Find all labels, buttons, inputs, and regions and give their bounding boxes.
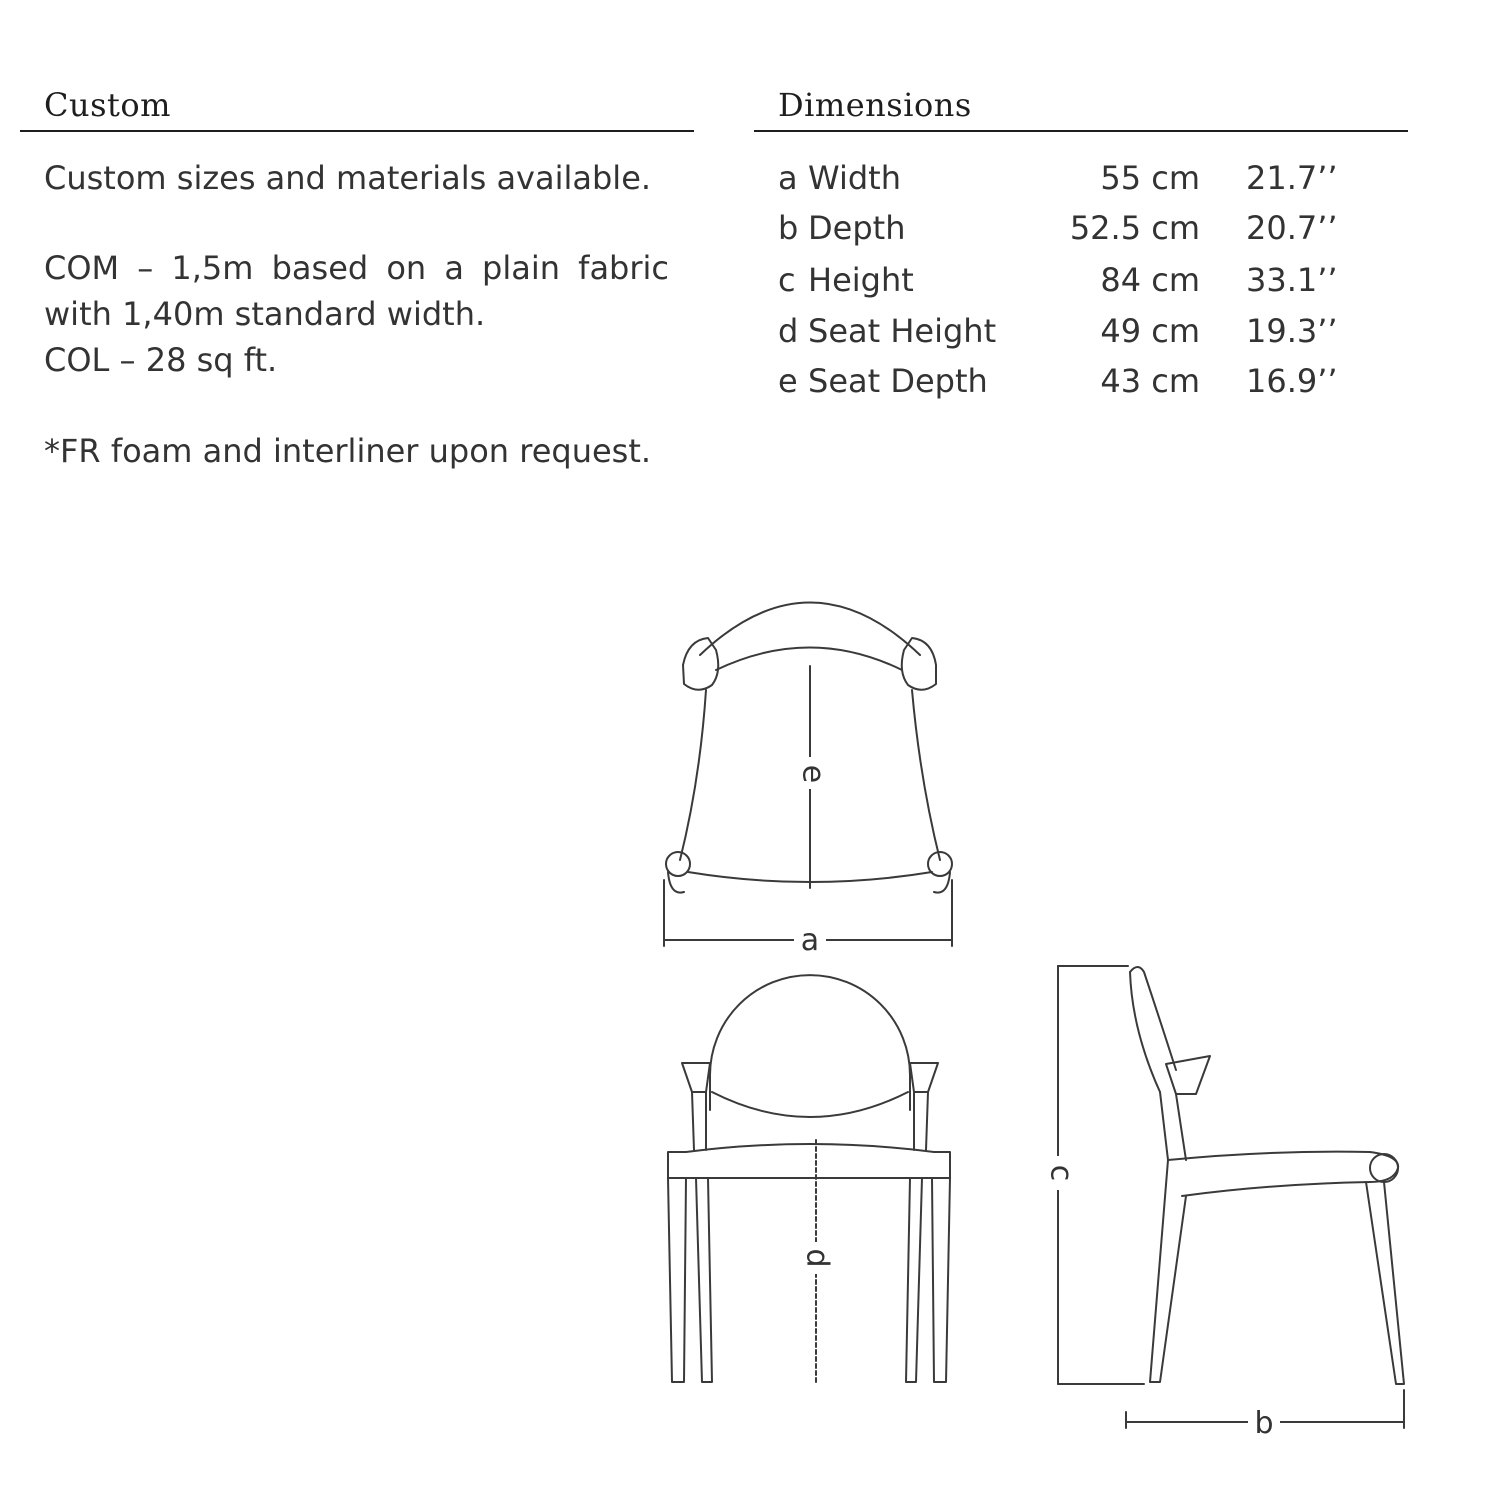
front-left-post (692, 1092, 694, 1150)
dimension-label-a: a (800, 923, 820, 958)
dimension-letter: c (778, 261, 796, 299)
top-left-side (680, 690, 706, 860)
dimensions-heading: Dimensions (778, 86, 972, 124)
front-right-post (926, 1092, 928, 1150)
top-left-arm-cap (683, 638, 718, 690)
top-right-side (912, 690, 940, 860)
com-line-1: COM – 1,5m based on a plain fabric (44, 249, 669, 287)
dimension-inch: 20.7’’ (1246, 209, 1338, 247)
dimension-inch: 16.9’’ (1246, 362, 1338, 400)
side-backrest-front (1130, 972, 1160, 1092)
dimension-letter: a (778, 159, 798, 197)
custom-sizes-text: Custom sizes and materials available. (44, 159, 652, 197)
dimension-letter: d (778, 312, 799, 350)
side-back-post (1160, 1092, 1186, 1160)
front-left-leg (668, 1178, 686, 1382)
front-left-arm (682, 1063, 710, 1092)
dimension-label-b: b (1254, 1406, 1274, 1441)
dimension-label: Depth (808, 209, 906, 247)
side-seat-front-cap (1370, 1154, 1398, 1182)
top-right-arm-cap (902, 638, 936, 690)
side-back-leg (1150, 1160, 1186, 1382)
fr-foam-text: *FR foam and interliner upon request. (44, 432, 652, 470)
dimension-cm: 43 cm (1100, 362, 1200, 400)
dimension-cm: 55 cm (1100, 159, 1200, 197)
dimension-letter: b (778, 209, 799, 247)
dimension-letter: e (778, 362, 798, 400)
dimension-inch: 21.7’’ (1246, 159, 1338, 197)
col-line: COL – 28 sq ft. (44, 341, 278, 379)
chair-side-view (1058, 966, 1404, 1428)
chair-front-view (668, 975, 950, 1385)
front-right-back-leg (906, 1178, 922, 1382)
custom-heading: Custom (44, 86, 171, 124)
front-backrest-arc (710, 975, 910, 1110)
side-front-leg (1366, 1182, 1404, 1384)
dimension-inch: 19.3’’ (1246, 312, 1338, 350)
dimension-cm: 52.5 cm (1069, 209, 1200, 247)
dimension-label: Seat Depth (808, 362, 988, 400)
dimension-label-e: e (795, 764, 831, 784)
dimension-label-c: c (1043, 1164, 1079, 1182)
top-front-right-leg (928, 852, 952, 876)
dimension-label-d: d (799, 1248, 835, 1268)
dimension-label: Height (808, 261, 914, 299)
side-backrest (1130, 967, 1176, 1070)
top-front-left-leg (666, 852, 690, 876)
dimension-cm: 49 cm (1100, 312, 1200, 350)
dimension-inch: 33.1’’ (1246, 261, 1338, 299)
front-backrest-bottom (712, 1092, 908, 1117)
front-left-back-leg (696, 1178, 712, 1382)
front-right-leg (932, 1178, 950, 1382)
com-line-2: with 1,40m standard width. (44, 295, 486, 333)
side-seat (1168, 1152, 1398, 1196)
dimension-cm: 84 cm (1100, 261, 1200, 299)
dimension-label: Width (808, 159, 901, 197)
front-seat (668, 1144, 950, 1178)
dimension-label: Seat Height (808, 312, 997, 350)
front-right-arm (910, 1063, 938, 1092)
